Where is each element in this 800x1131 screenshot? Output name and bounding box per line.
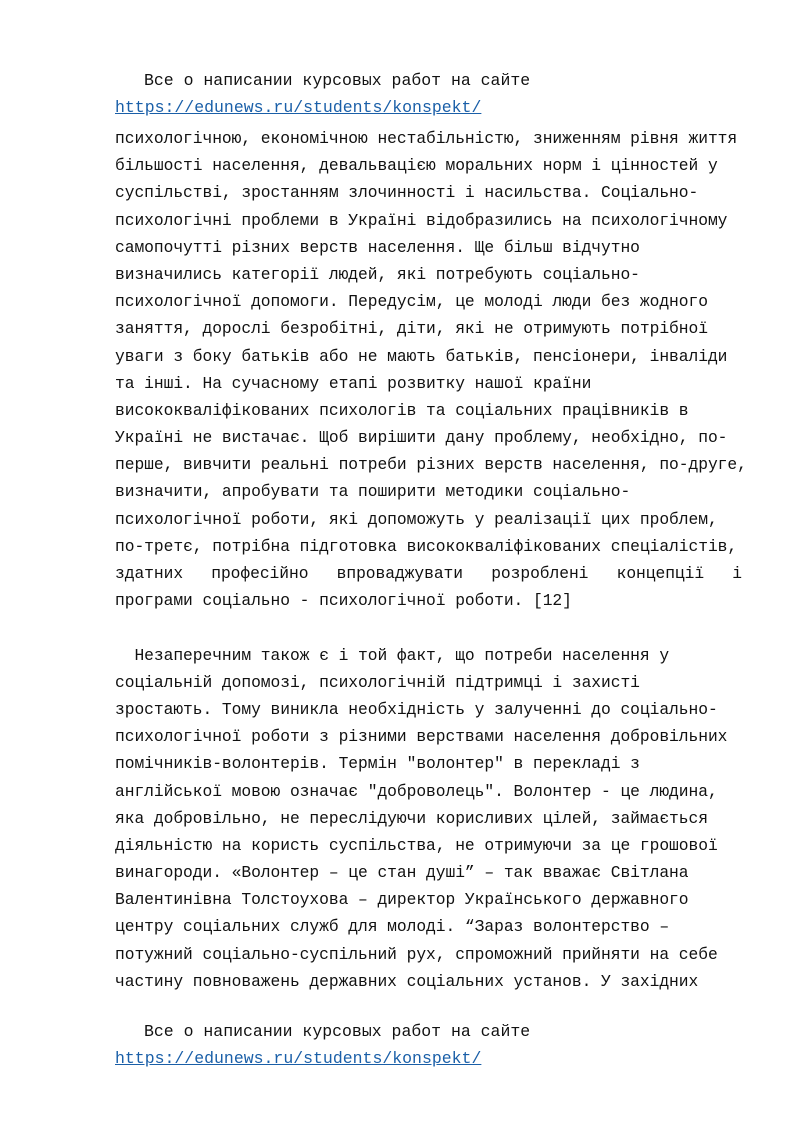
text-line: центру соціальних служб для молоді. “Зараз волонтерство – bbox=[115, 917, 670, 937]
paragraph-1 bbox=[115, 125, 747, 614]
text-line: психологічної допомоги. Передусім, це молоді люди без жодного bbox=[115, 292, 708, 312]
header-promo bbox=[115, 67, 755, 121]
text-line: психологічної роботи, які допоможуть у реалізації цих проблем, bbox=[115, 509, 718, 529]
text-line: діяльністю на користь суспільства, не отримуючи за це грошової bbox=[115, 835, 718, 855]
text-line: винагороди. «Волонтер – це стан душі” – так вважає Світлана bbox=[115, 863, 689, 883]
text-line: Україні не вистачає. Щоб вирішити дану проблему, необхідно, по- bbox=[115, 428, 728, 448]
text-line: здатних професійно впроваджувати розроблені концепції і bbox=[115, 564, 742, 583]
header-promo-text: Все о написании курсовых работ на сайте bbox=[144, 71, 531, 90]
paragraph-2 bbox=[115, 642, 742, 995]
text-line: уваги з боку батьків або не мають батьків, пенсіонери, інваліди bbox=[115, 346, 728, 366]
text-line: визначити, апробувати та поширити методики соціально- bbox=[115, 482, 631, 502]
text-line: суспільстві, зростанням злочинності і насильства. Соціально- bbox=[115, 183, 699, 203]
header-promo-link[interactable]: https://edunews.ru/students/konspekt/ bbox=[115, 98, 482, 117]
text-line: зростають. Тому виникла необхідність у залученні до соціально- bbox=[115, 699, 718, 719]
text-line: більшості населення, девальвацією моральних норм і цінностей у bbox=[115, 156, 718, 176]
text-line: висококваліфікованих психологів та соціальних працівників в bbox=[115, 400, 689, 420]
text-line: визначились категорії людей, які потребують соціально- bbox=[115, 264, 640, 284]
text-line: самопочутті різних верств населення. Ще більш відчутно bbox=[115, 237, 640, 257]
text-line: англійської мовою означає "доброволець". Волонтер - це людина, bbox=[115, 781, 718, 801]
footer-promo bbox=[115, 1018, 755, 1072]
paragraph-gap bbox=[115, 614, 742, 641]
text-line: психологічною, економічною нестабільністю, зниженням рівня життя bbox=[115, 129, 738, 148]
text-line: частину повноважень державних соціальних установ. У західних bbox=[115, 971, 699, 991]
text-line: соціальній допомозі, психологічній підтримці і захисті bbox=[115, 672, 640, 692]
text-line: по-третє, потрібна підготовка висококваліфікованих спеціалістів, bbox=[115, 536, 738, 556]
text-line: яка добровільно, не переслідуючи корисливих цілей, займається bbox=[115, 808, 708, 828]
text-line: помічників-волонтерів. Термін "волонтер" в перекладі з bbox=[115, 754, 640, 774]
text-line: заняття, дорослі безробітні, діти, які не отримують потрібної bbox=[115, 319, 708, 339]
text-line: психологічні проблеми в Україні відобразились на психологічному bbox=[115, 210, 728, 230]
document-body bbox=[115, 125, 747, 995]
text-line: Валентинівна Толстоухова – директор Українського державного bbox=[115, 890, 689, 910]
footer-promo-text: Все о написании курсовых работ на сайте bbox=[144, 1022, 531, 1041]
text-line: психологічної роботи з різними верствами населення добровільних bbox=[115, 727, 728, 747]
text-line: та інші. На сучасному етапі розвитку нашої країни bbox=[115, 373, 592, 393]
footer-promo-link[interactable]: https://edunews.ru/students/konspekt/ bbox=[115, 1049, 482, 1068]
text-line: Незаперечним також є і той факт, що потреби населення у bbox=[115, 645, 670, 665]
text-line: перше, вивчити реальні потреби різних верств населення, по-друге, bbox=[115, 455, 747, 475]
text-line: потужний соціально-суспільний рух, спроможний прийняти на себе bbox=[115, 944, 718, 964]
text-line: програми соціально - психологічної роботи. [12] bbox=[115, 591, 572, 611]
